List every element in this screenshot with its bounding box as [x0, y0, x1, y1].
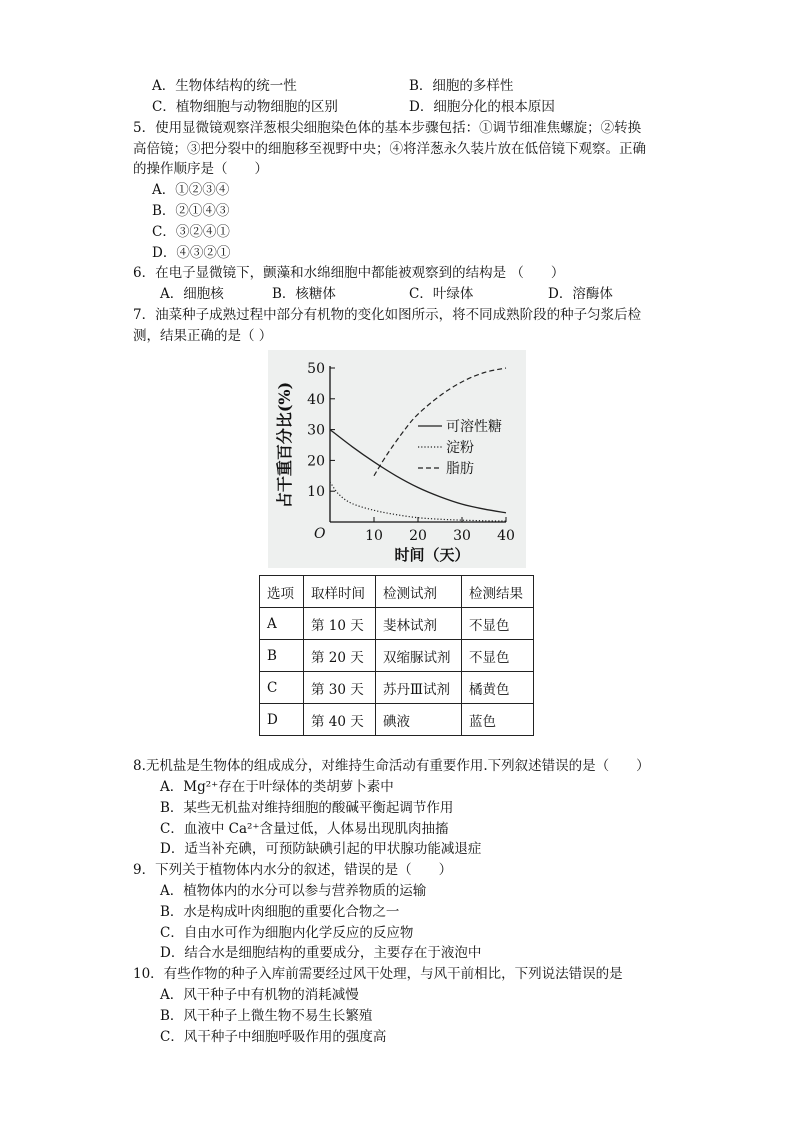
- chart-svg: [268, 350, 526, 568]
- table-cell: 选项: [260, 576, 304, 608]
- y-tick-label: 30: [307, 422, 325, 439]
- q5-stem-line-3: 的操作顺序是（ ）: [133, 161, 268, 177]
- table-cell: 斐林试剂: [376, 608, 462, 640]
- table-cell: 检测试剂: [376, 576, 462, 608]
- y-tick-label: 40: [307, 391, 325, 408]
- table-cell: 不显色: [462, 608, 534, 640]
- table-cell: A: [260, 608, 304, 640]
- q5-option-a: A．①②③④: [152, 182, 230, 198]
- q4-option-c: C．植物细胞与动物细胞的区别: [152, 99, 338, 115]
- y-tick-label: 10: [307, 484, 325, 501]
- q7-stem-line-2: 测，结果正确的是（ ）: [133, 328, 273, 344]
- q7-result-table: [259, 575, 534, 736]
- table-row: [260, 672, 534, 704]
- q8-option-b: B．某些无机盐对维持细胞的酸碱平衡起调节作用: [160, 800, 454, 816]
- table-cell: 蓝色: [462, 704, 534, 736]
- table-cell: 不显色: [462, 640, 534, 672]
- q10-option-a: A．风干种子中有机物的消耗减慢: [160, 987, 359, 1003]
- x-tick-label: 30: [453, 528, 471, 544]
- q5-stem-line-2: 高倍镜；③把分裂中的细胞移至视野中央；④将洋葱永久装片放在低倍镜下观察。正确: [133, 141, 646, 157]
- q6-option-b: B．核糖体: [272, 286, 336, 302]
- x-tick-label: 10: [365, 528, 383, 544]
- q6-option-a: A．细胞核: [160, 286, 224, 302]
- legend-label: 可溶性糖: [446, 419, 502, 435]
- origin-label: O: [314, 526, 326, 542]
- q6-option-d: D．溶酶体: [548, 286, 613, 302]
- q10-stem: 10．有些作物的种子入库前需要经过风干处理，与风干前相比，下列说法错误的是: [133, 966, 623, 982]
- table-cell: 检测结果: [462, 576, 534, 608]
- q5-stem-line-1: 5．使用显微镜观察洋葱根尖细胞染色体的基本步骤包括：①调节细准焦螺旋；②转换: [133, 120, 642, 136]
- table-cell: 碘液: [376, 704, 462, 736]
- series-line-solid: [330, 430, 506, 513]
- q4-option-a: A．生物体结构的统一性: [152, 78, 297, 94]
- organic-matter-chart: [268, 350, 526, 568]
- q7-stem-line-1: 7．油菜种子成熟过程中部分有机物的变化如图所示，将不同成熟阶段的种子匀浆后检: [133, 307, 642, 323]
- q5-option-c: C．③②④①: [152, 224, 230, 240]
- table-cell: 苏丹Ⅲ试剂: [376, 672, 462, 704]
- table-cell: 第 30 天: [304, 672, 376, 704]
- table-row: [260, 608, 534, 640]
- table-cell: 取样时间: [304, 576, 376, 608]
- q10-option-c: C．风干种子中细胞呼吸作用的强度高: [160, 1029, 387, 1045]
- q9-stem: 9．下列关于植物体内水分的叙述，错误的是（ ）: [133, 862, 453, 878]
- table-row: [260, 640, 534, 672]
- y-tick-label: 50: [307, 361, 325, 377]
- table-cell: 第 10 天: [304, 608, 376, 640]
- q5-option-b: B．②①④③: [152, 203, 230, 219]
- y-tick-label: 20: [307, 453, 325, 470]
- legend-label: 淀粉: [446, 440, 474, 456]
- q9-option-a: A．植物体内的水分可以参与营养物质的运输: [160, 883, 427, 899]
- q10-option-b: B．风干种子上微生物不易生长繁殖: [160, 1008, 373, 1024]
- q5-option-d: D．④③②①: [152, 245, 231, 261]
- table-header-row: [260, 576, 534, 608]
- table-cell: 第 40 天: [304, 704, 376, 736]
- q8-option-c: C．血液中 Ca²⁺含量过低，人体易出现肌肉抽搐: [160, 821, 449, 837]
- y-axis-title: 占干重百分比(%): [275, 381, 294, 509]
- table-cell: D: [260, 704, 304, 736]
- q4-option-b: B．细胞的多样性: [409, 78, 514, 94]
- table-cell: C: [260, 672, 304, 704]
- table-cell: B: [260, 640, 304, 672]
- q8-option-d: D．适当补充碘，可预防缺碘引起的甲状腺功能减退症: [160, 841, 482, 857]
- x-axis-title: 时间（天）: [394, 546, 470, 564]
- q4-option-d: D．细胞分化的根本原因: [409, 99, 555, 115]
- q8-option-a: A．Mg²⁺存在于叶绿体的类胡萝卜素中: [160, 779, 394, 795]
- q8-stem: 8.无机盐是生物体的组成成分，对维持生命活动有重要作用.下列叙述错误的是（ ）: [133, 758, 650, 774]
- q9-option-d: D．结合水是细胞结构的重要成分，主要存在于液泡中: [160, 945, 482, 961]
- x-tick-label: 40: [497, 528, 515, 544]
- legend-label: 脂肪: [446, 461, 474, 477]
- q9-option-c: C．自由水可作为细胞内化学反应的反应物: [160, 925, 414, 941]
- table-cell: 橘黄色: [462, 672, 534, 704]
- q6-stem: 6．在电子显微镜下，颤藻和水绵细胞中都能被观察到的结构是 （ ）: [133, 265, 565, 281]
- table-row: [260, 704, 534, 736]
- q6-option-c: C．叶绿体: [409, 286, 474, 302]
- x-tick-label: 20: [409, 528, 427, 544]
- table-cell: 第 20 天: [304, 640, 376, 672]
- q9-option-b: B．水是构成叶肉细胞的重要化合物之一: [160, 904, 400, 920]
- table-cell: 双缩脲试剂: [376, 640, 462, 672]
